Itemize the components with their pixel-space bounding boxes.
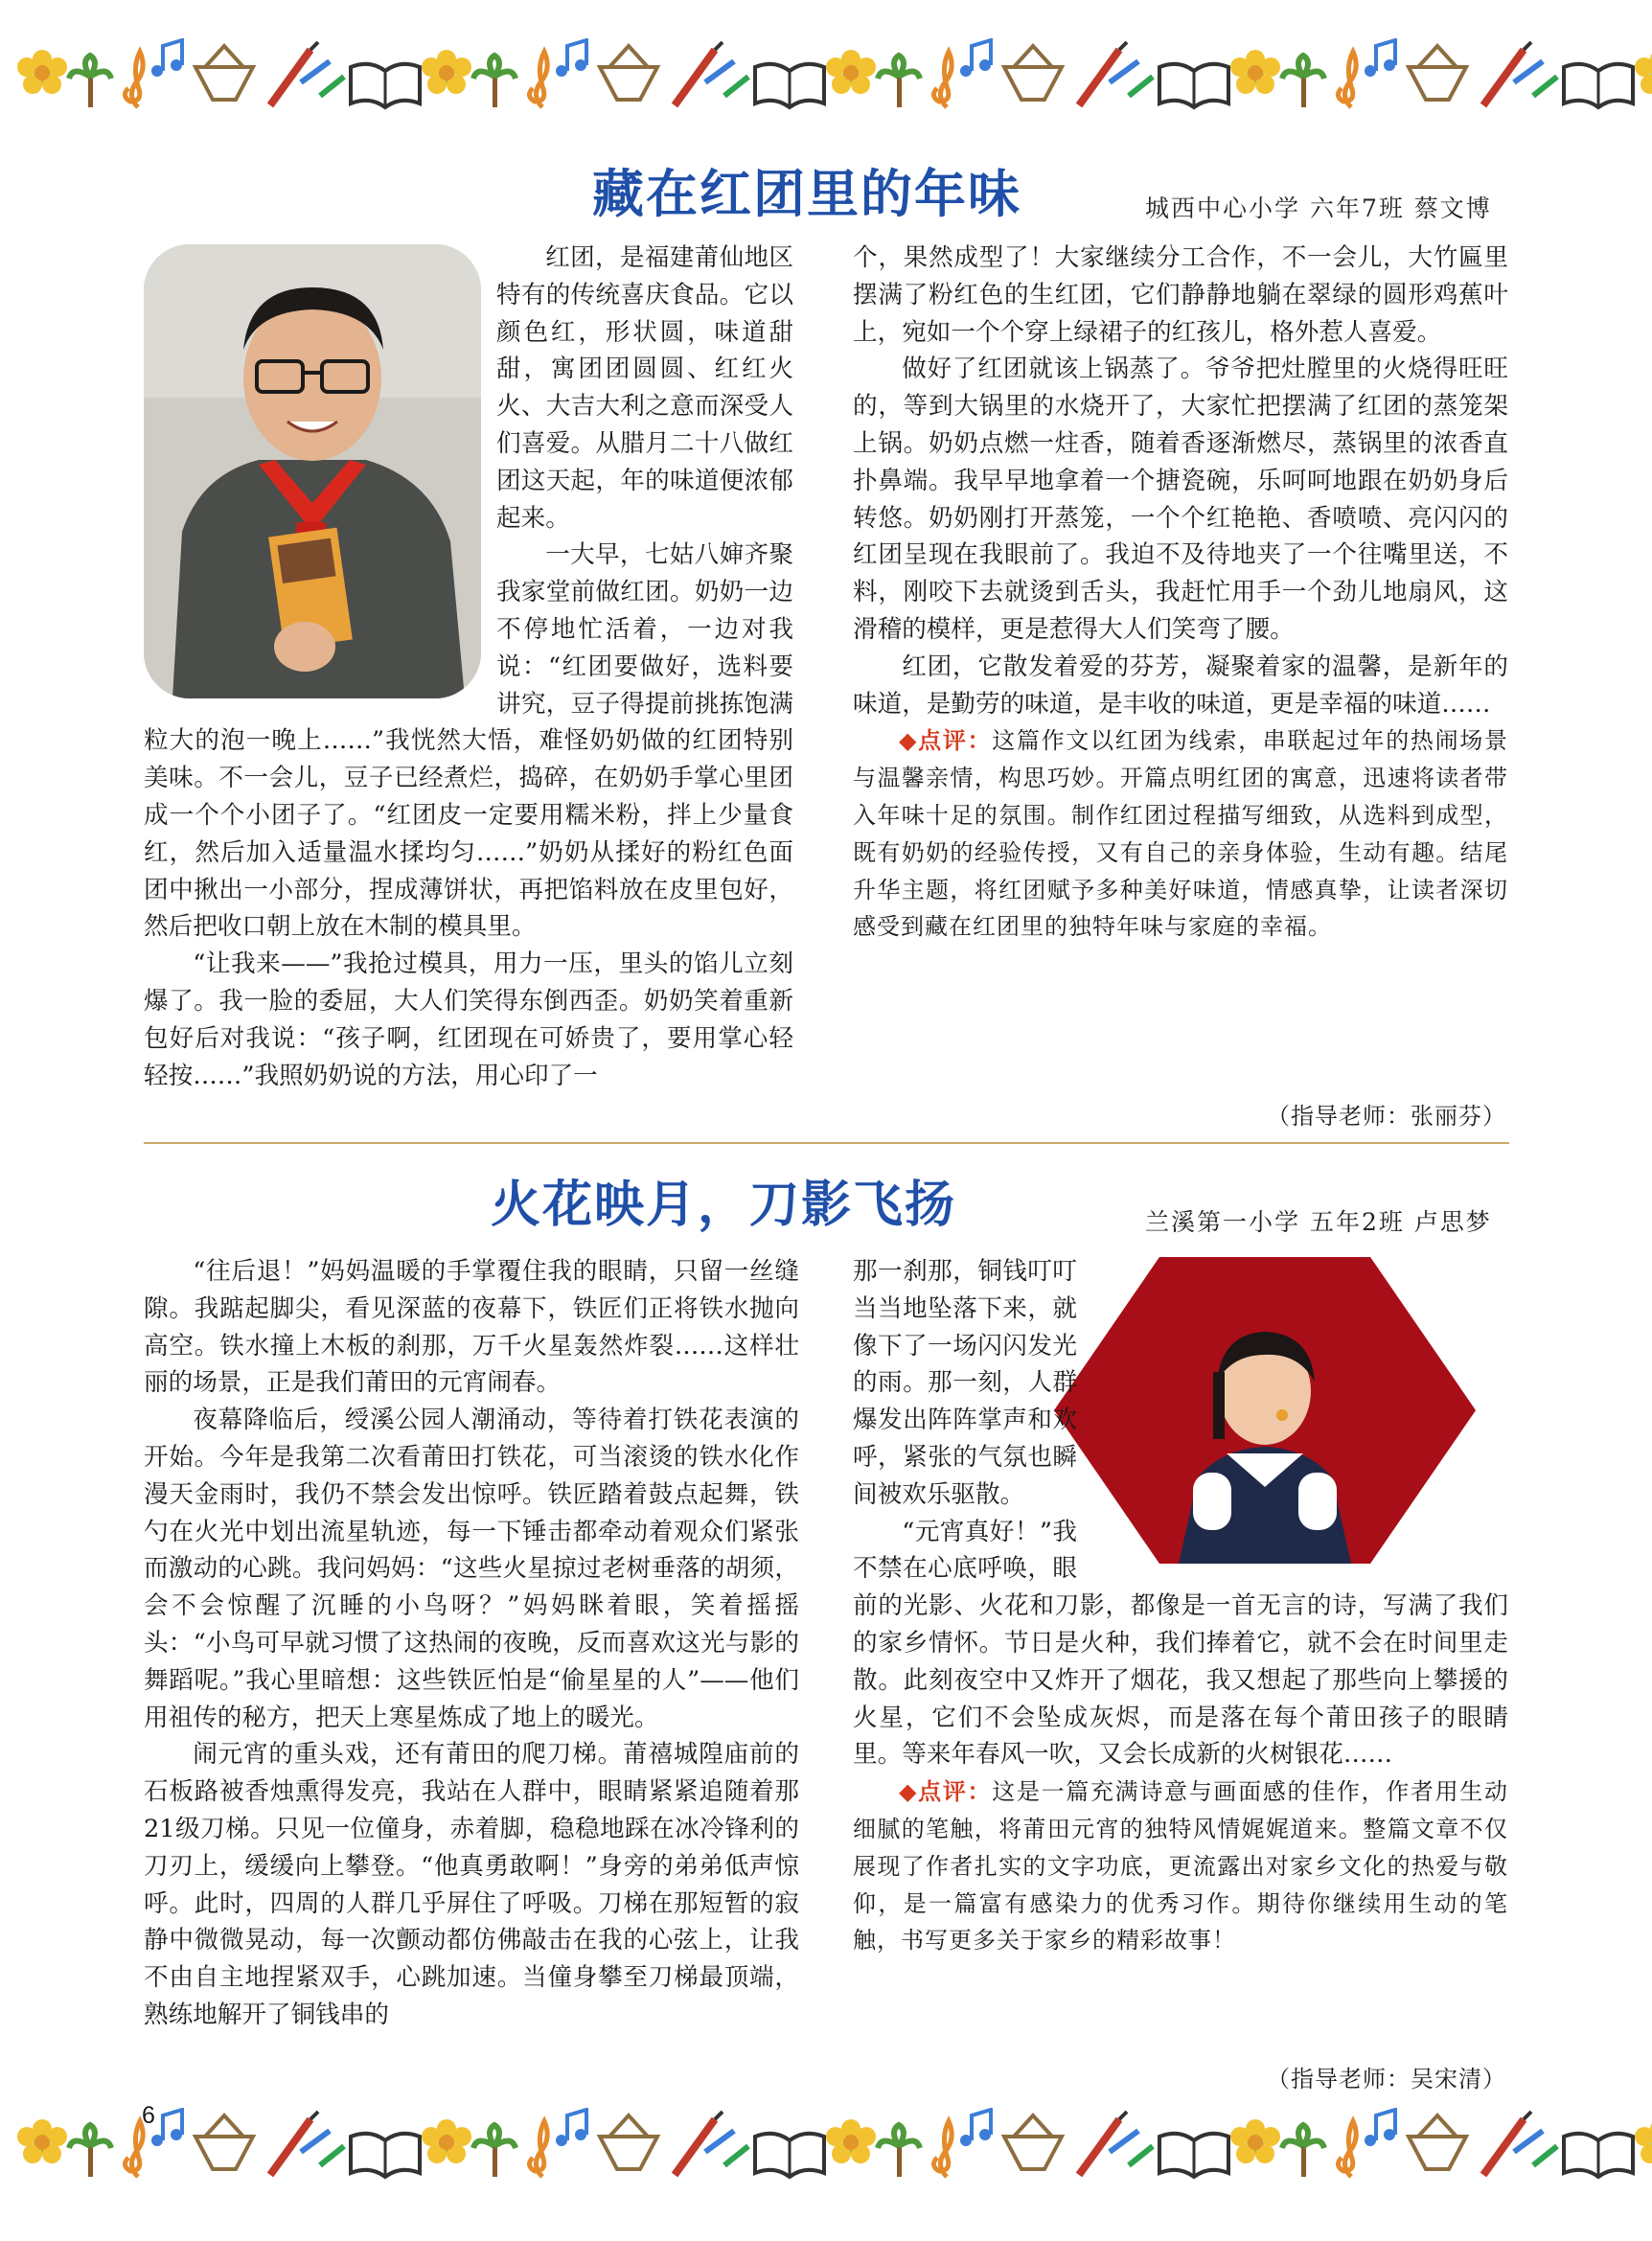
pencil-icon	[1079, 2112, 1153, 2175]
music-note-icon	[960, 40, 991, 77]
article1-left-column	[144, 240, 793, 1094]
paper-boat-icon	[1409, 46, 1466, 100]
pencil-icon	[675, 42, 748, 105]
article2-byline: 兰溪第一小学 五年2班 卢思梦	[1145, 1208, 1492, 1236]
article1-right-column	[853, 240, 1508, 946]
paper-boat-icon	[195, 46, 253, 100]
book-icon	[1564, 64, 1633, 107]
palm-icon	[878, 2125, 920, 2177]
palm-icon	[1282, 56, 1324, 107]
article2-paragraph-2: 夜幕降临后，绶溪公园人潮涌动，等待着打铁花表演的开始。今年是我第二次看莆田打铁花，可当滚烫的铁水化作漫天金雨时，我仍不禁会发出惊呼。铁匠踏着鼓点起舞，铁勺在火光中划出流星轨迹，每一下锤击都牵动着观众们紧张而激动的心跳。我问妈妈：“这些火星掠过老树垂落的胡须，会不会惊醒了沉睡的小鸟呀？”妈妈眯着眼，笑着摇摇头：“小鸟可早就习惯了这热闹的夜晚，反而喜欢这光与影的舞蹈呢。”我心里暗想：这些铁匠怕是“偷星星的人”——他们用祖传的秘方，把天上寒星炼成了地上的暖光。	[144, 1406, 799, 1732]
comment-label: ◆点评：	[899, 727, 993, 755]
palm-icon	[878, 56, 920, 107]
page-number: 6	[142, 2102, 155, 2129]
music-note-icon	[960, 2110, 991, 2146]
article2-left-column	[144, 1253, 799, 2034]
section-divider	[144, 1142, 1509, 1144]
article2-paragraph-5: “元宵真好！”我不禁在心底呼唤，眼前的光影、火花和刀影，都像是一首无言的诗，写满了我们的家乡情怀。节日是火种，我们捧着它，就不会在时间里走散。此刻夜空中又炸开了烟花，我又想起了那些向上攀援的火星，它们不会坠成灰烬，而是落在每个莆田孩子的眼睛里。等来年春风一吹，又会长成新的火树银花……	[853, 1517, 1508, 1770]
pencil-icon	[1483, 42, 1557, 105]
book-icon	[755, 2134, 824, 2177]
book-icon	[351, 64, 420, 107]
palm-icon	[69, 2125, 111, 2177]
flower-icon	[422, 2119, 471, 2163]
flower-icon	[1635, 50, 1652, 94]
article1-paragraph-1: 红团，是福建莆仙地区特有的传统喜庆食品。它以颜色红，形状圆，味道甜甜，寓团团圆圆、红红火火、大吉大利之意而深受人们喜爱。从腊月二十八做红团这天起，年的味道便浓郁起来。	[496, 243, 793, 533]
paper-boat-icon	[1004, 2115, 1062, 2169]
photo-wrap-spacer-2	[1077, 1253, 1508, 1569]
article2-paragraph-3: 闹元宵的重头戏，还有莆田的爬刀梯。莆禧城隍庙前的石板路被香烛熏得发亮，我站在人群中，眼睛紧紧追随着那21级刀梯。只见一位僮身，赤着脚，稳稳地踩在冰冷锋利的刀刃上，缓缓向上攀登。“他真勇敢啊！”身旁的弟弟低声惊呼。此时，四周的人群几乎屏住了呼吸。刀梯在那短暂的寂静中微微晃动，每一次颤动都仿佛敲击在我的心弦上，让我不由自主地捏紧双手，心跳加速。当僮身攀至刀梯最顶端，熟练地解开了铜钱串的	[144, 1740, 799, 2029]
article2-comment	[853, 1773, 1508, 1959]
flower-icon	[1230, 2119, 1280, 2163]
article1-paragraph-3: “让我来——”我抢过模具，用力一压，里头的馅儿立刻爆了。我一脸的委屈，大人们笑得东倒西歪。奶奶笑着重新包好后对我说：“孩子啊，红团现在可娇贵了，要用掌心轻轻按……”我照奶奶说的方法，用心印了一	[144, 949, 793, 1090]
article1-paragraph-5: 做好了红团就该上锅蒸了。爷爷把灶膛里的火烧得旺旺的，等到大锅里的水烧开了，大家忙把摆满了红团的蒸笼架上锅。奶奶点燃一炷香，随着香逐渐燃尽，蒸锅里的浓香直扑鼻端。我早早地拿着一个搪瓷碗，乐呵呵地跟在奶奶身后转悠。奶奶刚打开蒸笼，一个个红艳艳、香喷喷、亮闪闪的红团呈现在我眼前了。我迫不及待地夹了一个往嘴里送，不料，刚咬下去就烫到舌头，我赶忙用手一个劲儿地扇风，这滑稽的模样，更是惹得大人们笑弯了腰。	[853, 354, 1508, 644]
treble-clef-icon	[1338, 52, 1356, 107]
pencil-icon	[270, 42, 344, 105]
music-note-icon	[556, 2110, 586, 2146]
article1-teacher: （指导老师：张丽芬）	[1267, 1103, 1506, 1130]
pencil-icon	[675, 2112, 748, 2175]
article1-paragraph-2: 一大早，七姑八婶齐聚我家堂前做红团。奶奶一边不停地忙活着，一边对我说：“红团要做好，选料要讲究，豆子得提前挑拣饱满粒大的泡一晚上……”我恍然大悟，难怪奶奶做的红团特别美味。不一会儿，豆子已经煮烂，捣碎，在奶奶手掌心里团成一个个小团子了。“红团皮一定要用糯米粉，拌上少量食红，然后加入适量温水揉均匀……”奶奶从揉好的粉红色面团中揪出一小部分，捏成薄饼状，再把馅料放在皮里包好，然后把收口朝上放在木制的模具里。	[144, 540, 793, 942]
music-note-icon	[151, 40, 182, 77]
flower-icon	[826, 50, 876, 94]
palm-icon	[1282, 2125, 1324, 2177]
paper-boat-icon	[600, 2115, 657, 2169]
book-icon	[1564, 2134, 1633, 2177]
flower-icon	[17, 2119, 67, 2163]
book-icon	[1159, 64, 1228, 107]
bottom-decorative-border	[0, 2108, 1652, 2213]
paper-boat-icon	[1004, 46, 1062, 100]
article2-right-column	[853, 1253, 1508, 1959]
music-note-icon	[1365, 40, 1395, 77]
article1-comment-text: 这篇作文以红团为线索，串联起过年的热闹场景与温馨亲情，构思巧妙。开篇点明红团的寓意，迅速将读者带入年味十足的氛围。制作红团过程描写细致，从选料到成型，既有奶奶的经验传授，又有自己的亲身体验，生动有趣。结尾升华主题，将红团赋予多种美好味道，情感真挚，让读者深切感受到藏在红团里的独特年味与家庭的幸福。	[853, 727, 1508, 941]
top-decorative-border	[0, 38, 1652, 144]
book-icon	[351, 2134, 420, 2177]
article2-paragraph-1: “往后退！”妈妈温暖的手掌覆住我的眼睛，只留一丝缝隙。我踮起脚尖，看见深蓝的夜幕下，铁匠们正将铁水抛向高空。铁水撞上木板的刹那，万千火星轰然炸裂……这样壮丽的场景，正是我们莆田的元宵闹春。	[144, 1257, 799, 1398]
book-icon	[755, 64, 824, 107]
flower-icon	[1635, 2119, 1652, 2163]
article2-title: 火花映月，刀影飞扬	[491, 1177, 957, 1234]
pencil-icon	[270, 2112, 344, 2175]
flower-icon	[17, 50, 67, 94]
palm-icon	[69, 56, 111, 107]
article2-comment-text: 这是一篇充满诗意与画面感的佳作，作者用生动细腻的笔触，将莆田元宵的独特风情娓娓道来。整篇文章不仅展现了作者扎实的文字功底，更流露出对家乡文化的热爱与敬仰，是一篇富有感染力的优秀习作。期待你继续用生动的笔触，书写更多关于家乡的精彩故事！	[853, 1778, 1508, 1955]
palm-icon	[473, 56, 516, 107]
treble-clef-icon	[1338, 2121, 1356, 2177]
article1-paragraph-6: 红团，它散发着爱的芬芳，凝聚着家的温馨，是新年的味道，是勤劳的味道，是丰收的味道，更是幸福的味道……	[853, 652, 1508, 719]
flower-icon	[1230, 50, 1280, 94]
flower-icon	[826, 2119, 876, 2163]
paper-boat-icon	[195, 2115, 253, 2169]
comment-label: ◆点评：	[899, 1778, 993, 1806]
article1-paragraph-4: 个，果然成型了！大家继续分工合作，不一会儿，大竹匾里摆满了粉红色的生红团，它们静静地躺在翠绿的圆形鸡蕉叶上，宛如一个个穿上绿裙子的红孩儿，格外惹人喜爱。	[853, 243, 1508, 347]
treble-clef-icon	[529, 52, 547, 107]
article2-teacher: （指导老师：吴宋清）	[1267, 2066, 1506, 2092]
music-note-icon	[556, 40, 586, 77]
pencil-icon	[1079, 42, 1153, 105]
treble-clef-icon	[529, 2121, 547, 2177]
music-note-icon	[1365, 2110, 1395, 2146]
treble-clef-icon	[933, 2121, 952, 2177]
article1-title: 藏在红团里的年味	[592, 164, 1021, 224]
photo-wrap-spacer	[144, 240, 496, 705]
article2-paragraph-4: 那一刹那，铜钱叮叮当当地坠落下来，就像下了一场闪闪发光的雨。那一刻，人群爆发出阵阵掌声和欢呼，紧张的气氛也瞬间被欢乐驱散。	[853, 1257, 1077, 1509]
treble-clef-icon	[933, 52, 952, 107]
music-note-icon	[151, 2110, 182, 2146]
palm-icon	[473, 2125, 516, 2177]
book-icon	[1159, 2134, 1228, 2177]
pencil-icon	[1483, 2112, 1557, 2175]
paper-boat-icon	[1409, 2115, 1466, 2169]
paper-boat-icon	[600, 46, 657, 100]
article1-comment	[853, 722, 1508, 946]
article1-byline: 城西中心小学 六年7班 蔡文博	[1145, 194, 1492, 222]
flower-icon	[422, 50, 471, 94]
treble-clef-icon	[125, 52, 143, 107]
treble-clef-icon	[125, 2121, 143, 2177]
